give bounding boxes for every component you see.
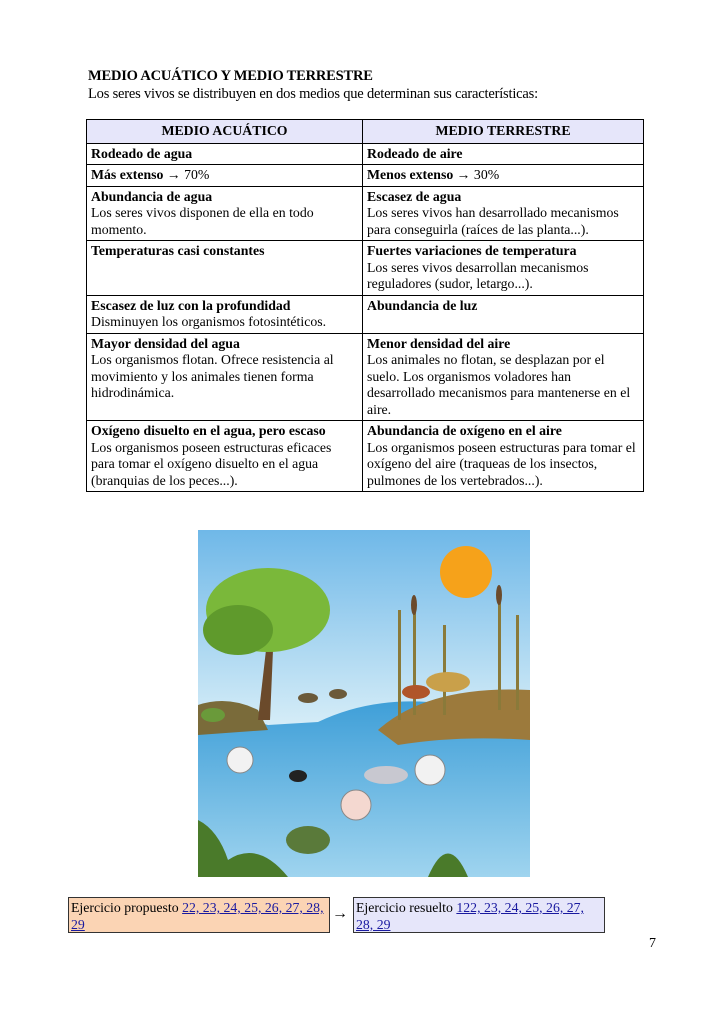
animal-icon <box>426 672 470 692</box>
solved-exercise-links[interactable]: 122, 23, 24, 25, 26, 27, 28, 29 <box>356 900 584 932</box>
beetle-icon <box>289 770 307 782</box>
aquatic-cell <box>87 333 363 421</box>
aquatic-heading: Escasez de luz con la profundidad <box>91 297 291 313</box>
table-row <box>87 295 644 333</box>
aquatic-heading: Rodeado de agua <box>91 145 193 161</box>
frog-icon <box>201 708 225 722</box>
aquatic-cell <box>87 186 363 241</box>
aquatic-text: Disminuyen los organismos fotosintéticos. <box>91 314 327 329</box>
table-row <box>87 421 644 492</box>
aquatic-text: Los organismos poseen estructuras eficaces para tomar el oxígeno disuelto en el agua (branquias de los peces...). <box>91 439 332 488</box>
table-row <box>87 186 644 241</box>
terrestrial-heading: Abundancia de luz <box>367 297 478 313</box>
aquatic-heading: Oxígeno disuelto en el agua, pero escaso <box>91 423 326 438</box>
terrestrial-heading: Abundancia de oxígeno en el aire <box>367 423 562 438</box>
fish-icon <box>286 826 330 854</box>
terrestrial-heading: Menos extenso <box>367 167 454 182</box>
header-aquatic: MEDIO ACUÁTICO <box>87 120 363 144</box>
proposed-exercise-links[interactable]: 22, 23, 24, 25, 26, 27, 28, 29 <box>71 900 324 932</box>
table-row <box>87 165 644 187</box>
page-subtitle: Los seres vivos se distribuyen en dos medios que determinan sus características: <box>88 86 538 102</box>
microorganism-icon <box>341 790 371 820</box>
aquatic-text: Los organismos flotan. Ofrece resistencia al movimiento y los animales tienen forma hidrodinámica. <box>91 352 334 400</box>
terrestrial-cell <box>363 165 644 187</box>
ecosystem-illustration <box>198 530 530 877</box>
table-row <box>87 241 644 296</box>
terrestrial-cell <box>363 186 644 241</box>
proposed-exercise-box <box>68 897 330 933</box>
terrestrial-cell <box>363 241 644 296</box>
terrestrial-text: Los seres vivos han desarrollado mecanismos para conseguirla (raíces de las planta...). <box>367 205 619 237</box>
turtle-icon <box>402 685 430 699</box>
terrestrial-text: Los seres vivos desarrollan mecanismos reguladores (sudor, letargo...). <box>367 259 589 291</box>
aquatic-text: Los seres vivos disponen de ella en todo momento. <box>91 205 314 237</box>
header-terrestrial: MEDIO TERRESTRE <box>363 120 644 144</box>
table-row <box>87 333 644 421</box>
arrow-icon: → <box>332 905 348 922</box>
tree-canopy-shade <box>203 605 273 655</box>
page-title: MEDIO ACUÁTICO Y MEDIO TERRESTRE <box>88 68 373 84</box>
aquatic-cell <box>87 165 363 187</box>
terrestrial-cell <box>363 421 644 492</box>
terrestrial-heading: Fuertes variaciones de temperatura <box>367 243 577 258</box>
terrestrial-cell <box>363 333 644 421</box>
aquatic-cell <box>87 241 363 296</box>
aquatic-heading: Mayor densidad del agua <box>91 335 240 351</box>
table-header-row <box>87 120 644 144</box>
ecosystem-drawing <box>198 530 530 877</box>
aquatic-heading: Más extenso <box>91 167 164 182</box>
terrestrial-heading: Menor densidad del aire <box>367 335 511 351</box>
solved-exercise-box <box>353 897 605 933</box>
aquatic-cell <box>87 421 363 492</box>
terrestrial-heading: Escasez de agua <box>367 188 462 204</box>
duck-icon <box>329 689 347 699</box>
aquatic-heading: Abundancia de agua <box>91 188 213 204</box>
aquatic-cell <box>87 295 363 333</box>
fish-icon <box>364 766 408 784</box>
terrestrial-value: → 30% <box>453 167 500 182</box>
terrestrial-text: Los animales no flotan, se desplazan por el suelo. Los organismos voladores han desarrollado mecanismos para mantenerse en el aire. <box>367 352 631 417</box>
microorganism-icon <box>227 747 253 773</box>
terrestrial-cell <box>363 295 644 333</box>
comparison-table <box>86 119 644 492</box>
aquatic-value: → 70% <box>163 167 210 182</box>
aquatic-cell <box>87 143 363 165</box>
terrestrial-text: Los organismos poseen estructuras para tomar el oxígeno del aire (traqueas de los insectos, pulmones de los vertebrados...). <box>367 439 636 488</box>
duck-icon <box>298 693 318 703</box>
terrestrial-heading: Rodeado de aire <box>367 145 463 161</box>
microorganism-icon <box>415 755 445 785</box>
aquatic-heading: Temperaturas casi constantes <box>91 243 265 258</box>
sun-icon <box>440 546 492 598</box>
table-row <box>87 143 644 165</box>
proposed-exercise-label: Ejercicio propuesto <box>71 900 183 915</box>
terrestrial-cell <box>363 143 644 165</box>
solved-exercise-label: Ejercicio resuelto <box>356 900 457 915</box>
page-number: 7 <box>649 936 656 951</box>
